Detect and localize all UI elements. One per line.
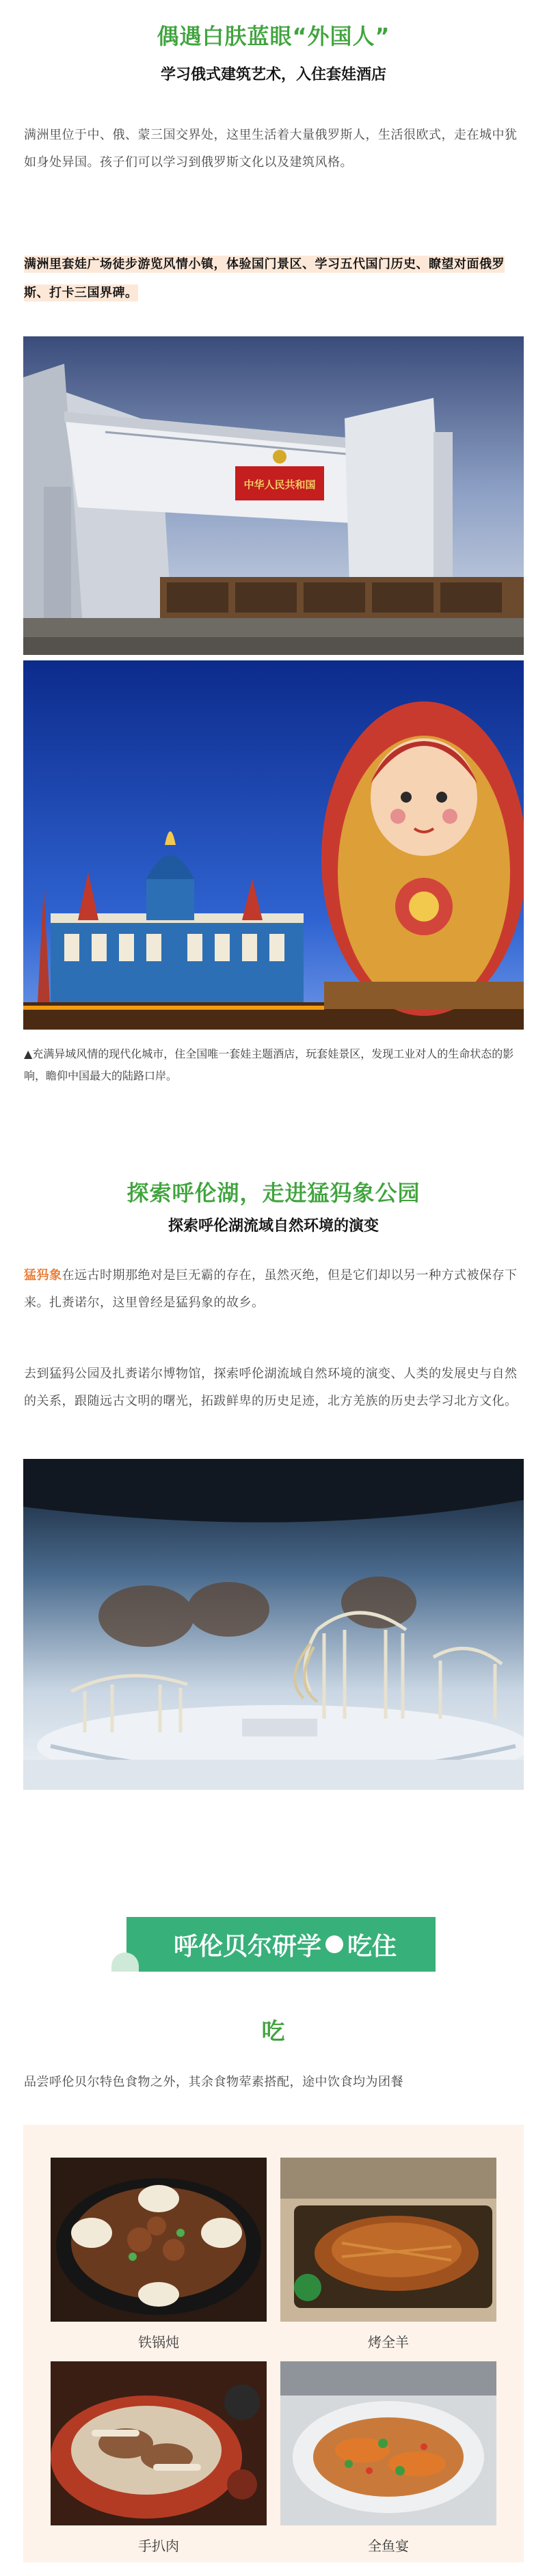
food-gallery xyxy=(23,2125,524,2562)
food-label: 手扒肉 xyxy=(138,2538,179,2554)
photo-caption: ▲充满异域风情的现代化城市，住全国唯一套娃主题酒店，玩套娃景区，发现工业对人的生命状态的影响，瞻仰中国最大的陆路口岸。 xyxy=(24,1047,514,1082)
section-header-hulun xyxy=(0,1176,547,1235)
eat-heading: 吃 xyxy=(261,2018,286,2045)
food-intro-block xyxy=(0,2069,547,2096)
mammoth-paragraph-block xyxy=(0,1262,547,1317)
food-label: 烤全羊 xyxy=(368,2334,409,2350)
section-header-russia xyxy=(0,19,547,84)
photo-caption-block xyxy=(0,1043,547,1087)
mammoth-paragraph: 在远古时期那绝对是巨无霸的存在，虽然灭绝，但是它们却以另一种方式被保存下来。扎赉诺尔，这里曾经是猛犸象的故乡。 xyxy=(24,1268,518,1310)
food-image-fish-feast xyxy=(280,2361,496,2525)
section-subtitle: 探索呼伦湖流域自然环境的演变 xyxy=(168,1218,379,1235)
museum-paragraph: 去到猛犸公园及扎赉诺尔博物馆，探索呼伦湖流域自然环境的演变、人类的发展史与自然的关系，跟随远古文明的曙光，拓跋鲜卑的历史足迹，北方羌族的历史去学习北方文化。 xyxy=(24,1367,518,1408)
food-card xyxy=(51,2361,267,2555)
photo-mammoth-museum xyxy=(23,1459,524,1790)
gate-sign-text: 中华人民共和国 xyxy=(243,479,316,491)
mammoth-keyword: 猛犸象 xyxy=(24,1268,62,1283)
banner-title-right: 吃住 xyxy=(347,1932,397,1961)
banner-title-left: 呼伦贝尔研学 xyxy=(173,1932,321,1961)
food-card xyxy=(280,2361,496,2555)
food-label: 铁锅炖 xyxy=(138,2334,179,2350)
food-label: 全鱼宴 xyxy=(368,2538,409,2554)
food-image-iron-pot xyxy=(51,2158,267,2322)
intro-paragraph-block xyxy=(0,122,547,176)
food-image-roast-lamb xyxy=(280,2158,496,2322)
food-image-hand-meat xyxy=(51,2361,267,2525)
food-card xyxy=(280,2158,496,2351)
section-subtitle: 学习俄式建筑艺术，入住套娃酒店 xyxy=(160,66,386,83)
section-title: 偶遇白肤蓝眼“外国人” xyxy=(157,23,390,49)
section-banner-food xyxy=(111,1917,436,1972)
food-card xyxy=(51,2158,267,2351)
highlight-text: 满洲里套娃广场徒步游览风情小镇，体验国门景区、学习五代国门历史、瞭望对面俄罗斯、打卡三国界碑。 xyxy=(24,257,505,300)
photo-border-gate xyxy=(23,336,524,655)
section-title: 探索呼伦湖，走进猛犸象公园 xyxy=(126,1180,421,1206)
banner-dot-icon xyxy=(325,1935,343,1953)
highlight-paragraph-block xyxy=(0,250,547,308)
intro-paragraph: 满洲里位于中、俄、蒙三国交界处，这里生活着大量俄罗斯人，生活很欧式，走在城中犹如身处异国。孩子们可以学习到俄罗斯文化以及建筑风格。 xyxy=(24,128,518,170)
food-intro: 品尝呼伦贝尔特色食物之外，其余食物荤素搭配，途中饮食均为团餐 xyxy=(24,2075,403,2089)
museum-paragraph-block xyxy=(0,1360,547,1415)
photo-matryoshka-square xyxy=(23,660,524,1030)
